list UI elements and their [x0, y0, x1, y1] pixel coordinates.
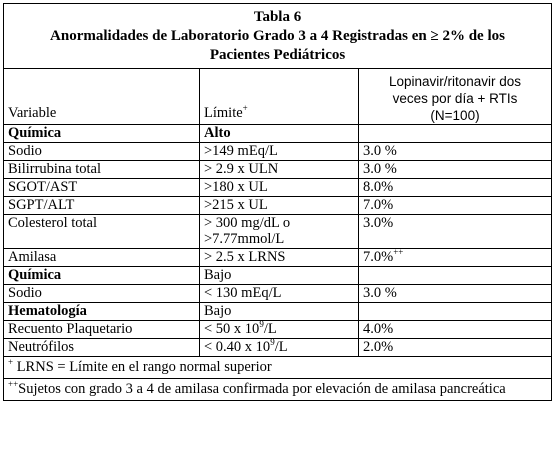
footnote-text: LRNS = Límite en el rango normal superior — [13, 359, 272, 375]
cell-value-marker: ++ — [393, 247, 404, 258]
footnote-text: Sujetos con grado 3 a 4 de amilasa confirmada por elevación de amilasa pancreática — [18, 381, 506, 397]
section-row — [4, 303, 552, 321]
cell-value: 7.0% — [359, 197, 552, 215]
cell-limit-base: < 0.40 x 10 — [204, 339, 271, 355]
cell-limit-unit: /L — [274, 339, 288, 355]
cell-limit-line1: > 300 mg/dL o — [204, 215, 291, 231]
cell-limit: >149 mEq/L — [200, 143, 359, 161]
cell-value: 3.0 % — [359, 143, 552, 161]
header-treatment — [359, 69, 552, 125]
header-limit-marker: + — [242, 103, 248, 114]
table-row — [4, 249, 552, 267]
cell-value: 3.0 % — [359, 285, 552, 303]
cell-variable: Sodio — [4, 143, 200, 161]
cell-limit-line2: >7.77mmol/L — [204, 231, 285, 247]
cell-variable: Recuento Plaquetario — [4, 321, 200, 339]
cell-limit: < 130 mEq/L — [200, 285, 359, 303]
cell-variable: Bilirrubina total — [4, 161, 200, 179]
section-limit: Alto — [200, 125, 359, 143]
header-treatment-line3: (N=100) — [430, 108, 480, 123]
footnote-amylase — [4, 379, 552, 401]
cell-variable: SGOT/AST — [4, 179, 200, 197]
table-row — [4, 179, 552, 197]
footnote-marker: + — [8, 357, 14, 368]
section-label: Química — [4, 267, 200, 285]
table-number: Tabla 6 — [253, 9, 302, 25]
header-treatment-line2: veces por día + RTIs — [392, 91, 518, 106]
table-row — [4, 215, 552, 249]
cell-limit: >215 x UL — [200, 197, 359, 215]
cell-value: 3.0 % — [359, 161, 552, 179]
lab-abnormalities-table — [3, 3, 552, 401]
footnote-lrns — [4, 357, 552, 379]
section-empty-cell — [359, 303, 552, 321]
table-row — [4, 143, 552, 161]
cell-value: 8.0% — [359, 179, 552, 197]
header-treatment-line1: Lopinavir/ritonavir dos — [388, 74, 522, 89]
section-label: Hematología — [4, 303, 200, 321]
table-row — [4, 339, 552, 357]
section-label: Química — [4, 125, 200, 143]
cell-limit: > 2.9 x ULN — [200, 161, 359, 179]
cell-value — [359, 249, 552, 267]
cell-limit — [200, 321, 359, 339]
cell-limit-exponent: 9 — [259, 319, 264, 330]
table-row — [4, 161, 552, 179]
cell-value: 2.0% — [359, 339, 552, 357]
cell-value-text: 7.0% — [363, 249, 394, 265]
header-variable: Variable — [4, 69, 200, 125]
table-row — [4, 197, 552, 215]
cell-variable: Sodio — [4, 285, 200, 303]
cell-limit-unit: /L — [263, 321, 277, 337]
section-empty-cell — [359, 267, 552, 285]
section-row — [4, 125, 552, 143]
table-title: Anormalidades de Laboratorio Grado 3 a 4 Registradas en ≥ 2% de los Pacientes Pediátricos — [50, 28, 505, 63]
cell-value: 3.0% — [359, 215, 552, 249]
cell-value: 4.0% — [359, 321, 552, 339]
section-limit: Bajo — [200, 303, 359, 321]
section-empty-cell — [359, 125, 552, 143]
header-limit-label: Límite — [204, 105, 243, 121]
cell-variable: Amilasa — [4, 249, 200, 267]
cell-limit — [200, 215, 359, 249]
section-row — [4, 267, 552, 285]
footnote-marker: ++ — [8, 379, 19, 390]
cell-limit: >180 x UL — [200, 179, 359, 197]
cell-limit — [200, 339, 359, 357]
cell-limit: > 2.5 x LRNS — [200, 249, 359, 267]
cell-variable: SGPT/ALT — [4, 197, 200, 215]
table-row — [4, 285, 552, 303]
table-caption — [4, 4, 552, 69]
cell-limit-base: < 50 x 10 — [204, 321, 260, 337]
section-limit: Bajo — [200, 267, 359, 285]
cell-limit-exponent: 9 — [270, 337, 275, 348]
cell-variable: Neutrófilos — [4, 339, 200, 357]
cell-variable: Colesterol total — [4, 215, 200, 249]
header-limit — [200, 69, 359, 125]
table-row — [4, 321, 552, 339]
